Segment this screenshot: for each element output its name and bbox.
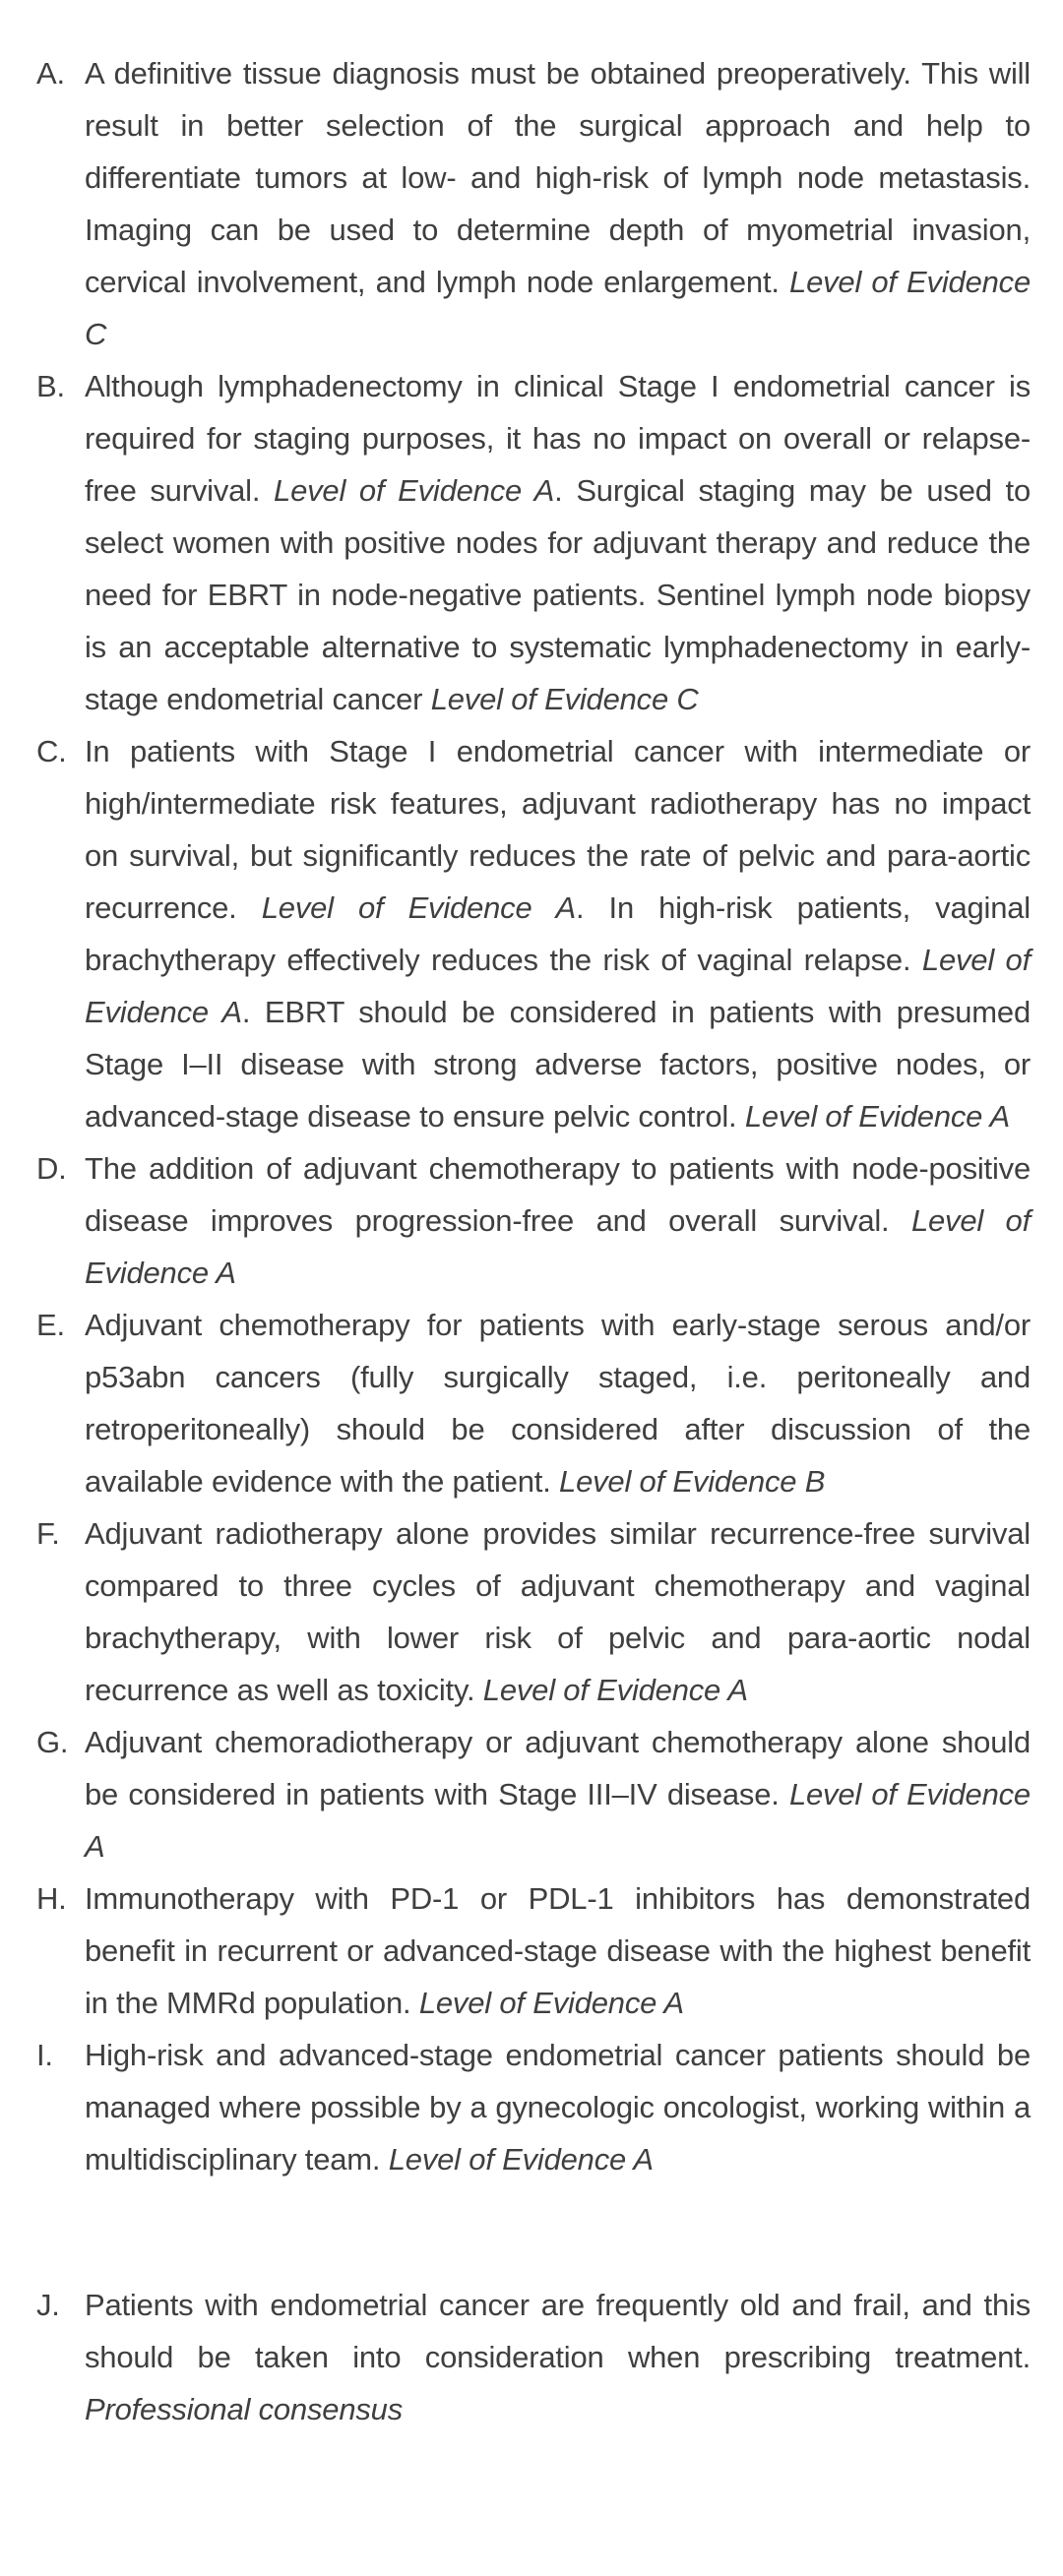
list-item [36, 2029, 1031, 2185]
item-text [85, 1308, 1031, 1499]
evidence-level-note: Level of Evidence A [85, 943, 1031, 1029]
item-text [85, 1881, 1031, 2020]
evidence-level-note: Level of Evidence A [261, 890, 576, 925]
list-item [36, 1872, 1031, 2029]
item-label: D. [36, 1151, 67, 1186]
evidence-level-note: Level of Evidence B [559, 1464, 826, 1499]
item-label: G. [36, 1725, 69, 1759]
recommendation-list [36, 47, 1031, 2435]
list-item [36, 2279, 1031, 2435]
text-run: . In high-risk patients, vaginal brachytherapy effectively reduces the risk of vaginal relapse. [85, 890, 1031, 977]
evidence-level-note: Level of Evidence A [85, 1203, 1031, 1290]
item-label: H. [36, 1881, 67, 1916]
item-label: F. [36, 1516, 60, 1551]
text-run: Adjuvant chemoradiotherapy or adjuvant chemotherapy alone should be considered in patients with Stage III–IV disease. [85, 1725, 1031, 1811]
evidence-level-note: Level of Evidence A [418, 1986, 684, 2020]
text-run: High-risk and advanced-stage endometrial cancer patients should be managed where possible by a gynecologic oncologist, working within a multidisciplinary team. [85, 2038, 1031, 2177]
list-item [36, 1507, 1031, 1716]
item-label: C. [36, 734, 67, 768]
text-run: The addition of adjuvant chemotherapy to patients with node-positive disease improves progression-free and overall survival. [85, 1151, 1031, 1238]
item-text [85, 369, 1031, 716]
text-run: Immunotherapy with PD-1 or PDL-1 inhibitors has demonstrated benefit in recurrent or advanced-stage disease with the highest benefit in the MMRd population. [85, 1881, 1031, 2020]
list-item [36, 1716, 1031, 1872]
evidence-level-note: Level of Evidence A [85, 1777, 1031, 1864]
text-run: . Surgical staging may be used to select women with positive nodes for adjuvant therapy and reduce the need for EBRT in node-negative patients. Sentinel lymph node biopsy is an acceptable alternative to systematic lymphadenectomy in early-stage endometrial cancer [85, 473, 1031, 716]
text-run: Adjuvant chemotherapy for patients with early-stage serous and/or p53abn cancers (fully surgically staged, i.e. peritoneally and retroperitoneally) should be considered after discussion of the available evidence with the patient. [85, 1308, 1031, 1499]
evidence-level-note: Level of Evidence C [85, 265, 1031, 351]
text-run: Patients with endometrial cancer are frequently old and frail, and this should be taken into consideration when prescribing treatment. [85, 2288, 1031, 2374]
text-run: Adjuvant radiotherapy alone provides similar recurrence-free survival compared to three cycles of adjuvant chemotherapy and vaginal brachytherapy, with lower risk of pelvic and para-aortic nodal recurrence as well as toxicity. [85, 1516, 1031, 1707]
item-label: E. [36, 1308, 65, 1342]
evidence-level-note: Level of Evidence C [430, 682, 699, 716]
evidence-level-note: Level of Evidence A [482, 1673, 748, 1707]
item-text [85, 1151, 1031, 1290]
item-label: B. [36, 369, 65, 403]
text-run: Although lymphadenectomy in clinical Stage I endometrial cancer is required for staging purposes, it has no impact on overall or relapse-free survival. [85, 369, 1031, 508]
evidence-level-note: Level of Evidence A [388, 2142, 654, 2177]
item-text [85, 56, 1031, 351]
text-run: A definitive tissue diagnosis must be obtained preoperatively. This will result in better selection of the surgical approach and help to differentiate tumors at low- and high-risk of lymph node metastasis. Imaging can be used to determine depth of myometrial invasion, cervical involvement, and lymph node enlargement. [85, 56, 1031, 299]
item-text [85, 2288, 1031, 2426]
list-item [36, 1299, 1031, 1507]
evidence-level-note: Level of Evidence A [274, 473, 555, 508]
evidence-level-note: Professional consensus [85, 2392, 404, 2426]
item-text [85, 1725, 1031, 1864]
item-text [85, 1516, 1031, 1707]
item-text [85, 2038, 1031, 2177]
list-item [36, 47, 1031, 360]
item-label: I. [36, 2038, 53, 2072]
list-item [36, 1142, 1031, 1299]
list-item [36, 360, 1031, 725]
text-run: In patients with Stage I endometrial cancer with intermediate or high/intermediate risk features, adjuvant radiotherapy has no impact on survival, but significantly reduces the rate of pelvic and para-aortic recurrence. [85, 734, 1031, 925]
item-text [85, 734, 1031, 1134]
list-item [36, 725, 1031, 1142]
text-run: . EBRT should be considered in patients with presumed Stage I–II disease with strong adverse factors, positive nodes, or advanced-stage disease to ensure pelvic control. [85, 995, 1031, 1134]
item-label: J. [36, 2288, 60, 2322]
item-label: A. [36, 56, 65, 91]
evidence-level-note: Level of Evidence A [744, 1099, 1010, 1134]
